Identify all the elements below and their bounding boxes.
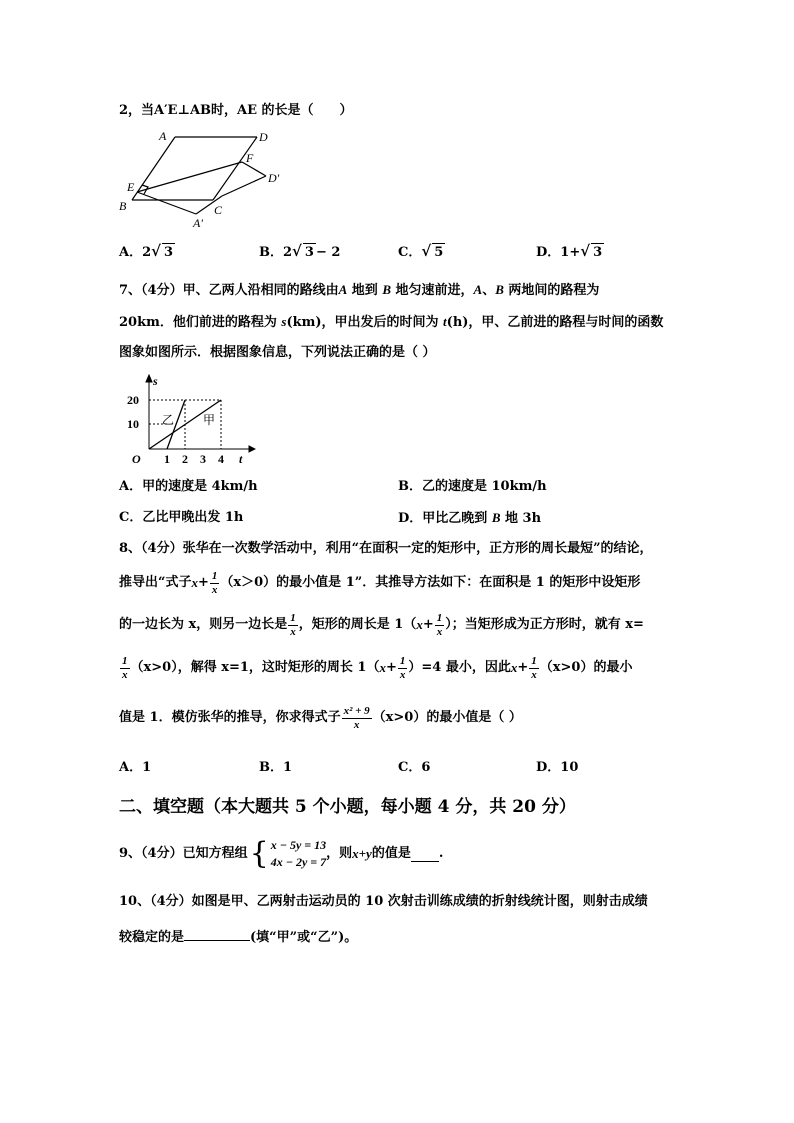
t-axis-label: t xyxy=(239,452,243,466)
q7-line-3: 图象如图所示．根据图象信息，下列说法正确的是（ ） xyxy=(119,345,436,360)
label-a: A xyxy=(159,129,167,143)
x-tick-1: 1 xyxy=(164,452,170,466)
q2-stem: 2，当A′E⊥AB时，AE 的长是（ ） xyxy=(119,103,353,118)
crease-ef xyxy=(137,162,242,192)
q8-option-a[interactable]: A．1 xyxy=(119,760,152,775)
label-f: F xyxy=(246,151,254,165)
x-tick-4: 4 xyxy=(218,452,224,466)
q8-line-3: 的一边长为 x，则另一边长是 $\frac{1}{x}$ ，矩形的周长是 1（ x + $\frac{1}{x}$ ）；当矩形成为正方形时，就有 x= xyxy=(119,611,644,638)
q10-line-2: 较稳定的是 (填“甲”或“乙”)。 xyxy=(119,926,357,947)
q8-option-b[interactable]: B．1 xyxy=(259,760,293,775)
q8-option-c[interactable]: C．6 xyxy=(398,760,431,775)
q2-option-b[interactable]: B．2√ 3 − 2 xyxy=(259,242,341,260)
q9-line: 9、（4分）已知方程组 { x − 5y = 13 4x − 2y = 7 ，则 x+y 的值是 . xyxy=(119,836,444,871)
q10-line-1: 10、（4分）如图是甲、乙两射击运动员的 10 次射击训练成绩的折射线统计图，则射击成绩 xyxy=(119,894,648,909)
fraction-1-over-x: $\frac{1}{x}$ xyxy=(290,611,296,638)
q8-option-d[interactable]: D．10 xyxy=(536,760,579,775)
q2-option-d[interactable]: D．1+√ 3 xyxy=(536,242,603,260)
x-tick-2: 2 xyxy=(182,452,188,466)
sqrt-icon: √ xyxy=(421,242,432,260)
q7-option-c[interactable]: C．乙比甲晚出发 1h xyxy=(119,510,244,525)
q2-parallelogram-figure xyxy=(112,124,312,232)
q7-line-2: 20km．他们前进的路程为 s(km)，甲出发后的时间为 t(h)，甲、乙前进的路程与时间的函数 xyxy=(119,314,664,330)
sqrt-icon: √ xyxy=(292,242,302,260)
label-d: D xyxy=(259,130,268,144)
q8-line-4: $\frac{1}{x}$ （x>0），解得 x=1，这时矩形的周长 1（ x + $\frac{1}{x}$ ）=4 最小，因此 x + $\frac{1}{x}$ （x>0）的最小 xyxy=(122,654,633,681)
origin-label: O xyxy=(132,452,141,466)
label-c: C xyxy=(214,203,223,217)
series-label-jia: 甲 xyxy=(203,413,216,427)
edge-ea1 xyxy=(137,192,196,214)
q8-line-1: 8、（4分）张华在一次数学活动中，利用“在面积一定的矩形中，正方形的周长最短”的结论， xyxy=(119,541,653,556)
fraction-x2-plus-9-over-x: $\frac{\text{x² + 9}}{x}$ xyxy=(343,704,370,731)
q7-line-1: 7、（4分）甲、乙两人沿相同的路线由A 地到 B 地匀速前进，A、B 两地间的路程为 xyxy=(119,282,600,298)
q2-option-c[interactable]: C．√ 5 xyxy=(398,242,444,260)
answer-blank[interactable] xyxy=(411,847,439,862)
label-a-prime: A′ xyxy=(193,216,203,230)
q7-option-d[interactable]: D．甲比乙晚到 B 地 3h xyxy=(398,510,542,526)
brace-icon: { xyxy=(249,836,269,871)
x-tick-3: 3 xyxy=(200,452,206,466)
section-heading: 二、填空题（本大题共 5 个小题，每小题 4 分，共 20 分） xyxy=(119,797,576,817)
y-tick-20: 20 xyxy=(127,393,139,407)
label-e: E xyxy=(127,180,135,194)
fraction-1-over-x: $\frac{1}{x}$ xyxy=(531,654,537,681)
fraction-1-over-x: $\frac{1}{x}$ xyxy=(436,611,443,638)
s-arrow-icon xyxy=(146,375,152,382)
sqrt-icon: √ xyxy=(151,242,161,260)
label-d-prime: D′ xyxy=(268,171,280,185)
answer-blank[interactable] xyxy=(184,926,250,941)
edge-ab xyxy=(132,137,175,200)
t-arrow-icon xyxy=(249,446,255,452)
q8-line-5: 值是 1．模仿张华的推导，你求得式子 $\frac{\text{x² + 9}}{x}$ （x>0）的最小值是（ ） xyxy=(119,704,522,731)
s-axis-label: s xyxy=(153,374,158,388)
q7-function-graph xyxy=(124,374,256,466)
q8-line-2: 推导出“式子 x + $\frac{1}{x}$ （x＞0）的最小值是 1”．其推导方法如下：在面积是 1 的矩形中设矩形 xyxy=(119,569,641,596)
edge-d1c xyxy=(222,176,266,196)
y-tick-10: 10 xyxy=(127,417,139,431)
equation-system: x − 5y = 13 4x − 2y = 7 xyxy=(270,838,327,869)
q7-option-b[interactable]: B．乙的速度是 10km/h xyxy=(398,479,547,494)
fraction-1-over-x: $\frac{1}{x}$ xyxy=(399,654,406,681)
q2-option-a[interactable]: A．2√ 3 xyxy=(119,242,174,260)
fraction-1-over-x: $\frac{1}{x}$ xyxy=(122,654,128,681)
label-b: B xyxy=(119,199,127,213)
series-label-yi: 乙 xyxy=(162,413,175,427)
q7-option-a[interactable]: A．甲的速度是 4km/h xyxy=(119,479,258,494)
sqrt-icon: √ xyxy=(580,242,591,260)
fraction-1-over-x: $\frac{1}{x}$ xyxy=(211,569,218,596)
